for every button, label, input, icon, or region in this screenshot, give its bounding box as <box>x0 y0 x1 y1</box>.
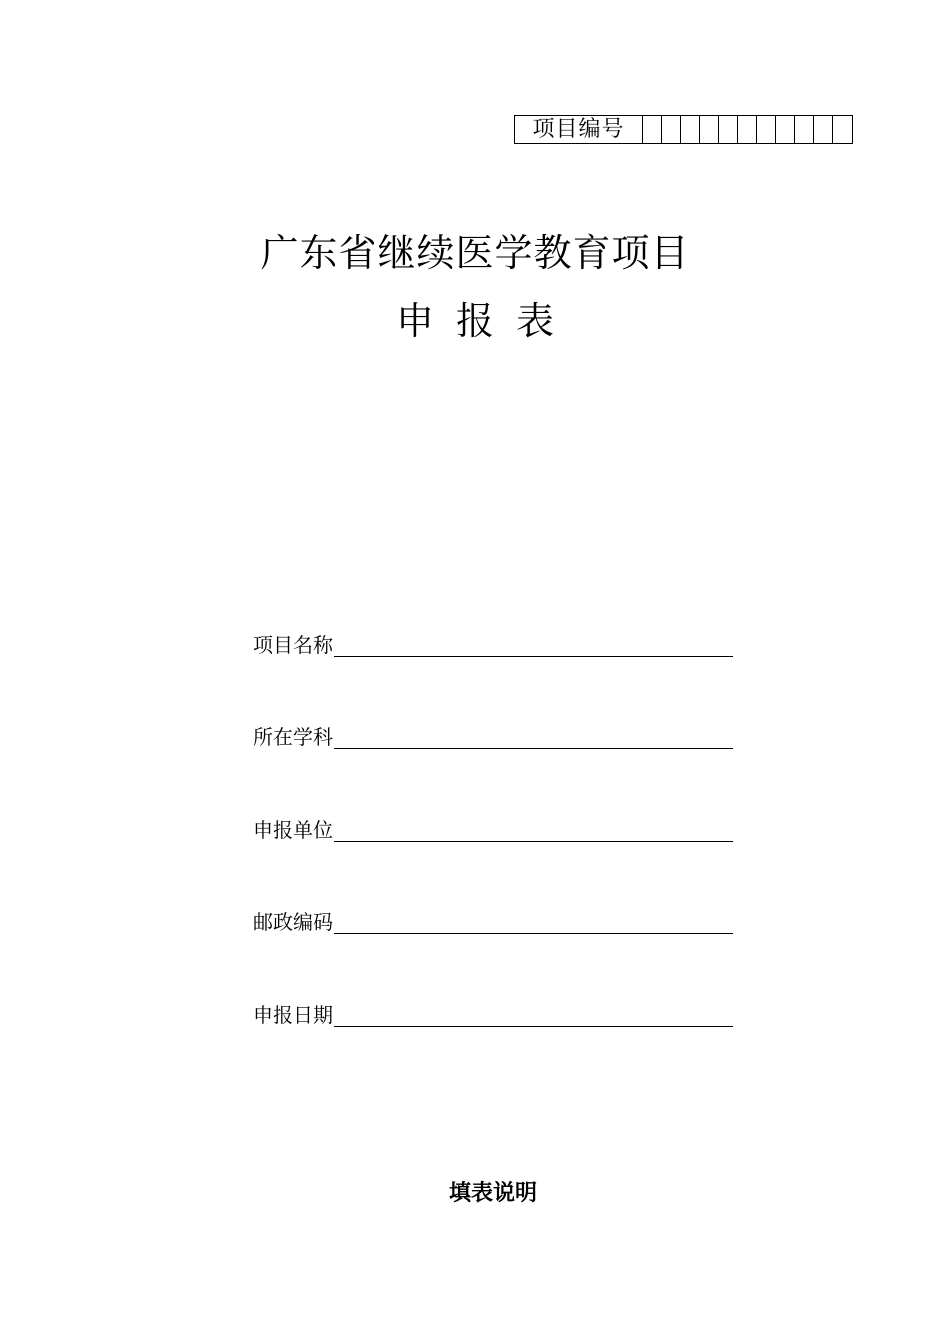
project-number-cell[interactable] <box>681 116 700 143</box>
field-project-name <box>253 627 733 657</box>
field-applicant-unit <box>253 812 733 842</box>
project-number-cell[interactable] <box>833 116 852 143</box>
project-number-cell[interactable] <box>776 116 795 143</box>
project-number-cell[interactable] <box>757 116 776 143</box>
page-title: 广东省继续医学教育项目 <box>260 231 690 275</box>
field-input-line[interactable] <box>334 909 733 934</box>
field-label: 所在学科 <box>253 725 333 749</box>
project-number-cells <box>643 116 852 143</box>
field-application-date <box>253 997 733 1027</box>
project-number-cell[interactable] <box>719 116 738 143</box>
project-number-box <box>514 115 853 144</box>
field-label: 邮政编码 <box>253 910 333 934</box>
project-number-cell[interactable] <box>643 116 662 143</box>
project-number-cell[interactable] <box>662 116 681 143</box>
field-label: 申报单位 <box>253 818 333 842</box>
field-input-line[interactable] <box>334 817 733 842</box>
project-number-cell[interactable] <box>795 116 814 143</box>
field-label: 项目名称 <box>253 633 333 657</box>
field-input-line[interactable] <box>334 632 733 657</box>
field-label: 申报日期 <box>253 1003 333 1027</box>
project-number-cell[interactable] <box>738 116 757 143</box>
page-subtitle: 申报表 <box>395 299 576 343</box>
section-heading-instructions: 填表说明 <box>448 1181 537 1206</box>
project-number-cell[interactable] <box>814 116 833 143</box>
project-number-cell[interactable] <box>700 116 719 143</box>
field-discipline <box>253 719 733 749</box>
field-input-line[interactable] <box>334 724 733 749</box>
field-input-line[interactable] <box>334 1002 733 1027</box>
field-postal-code <box>253 904 733 934</box>
project-number-label: 项目编号 <box>515 116 643 143</box>
